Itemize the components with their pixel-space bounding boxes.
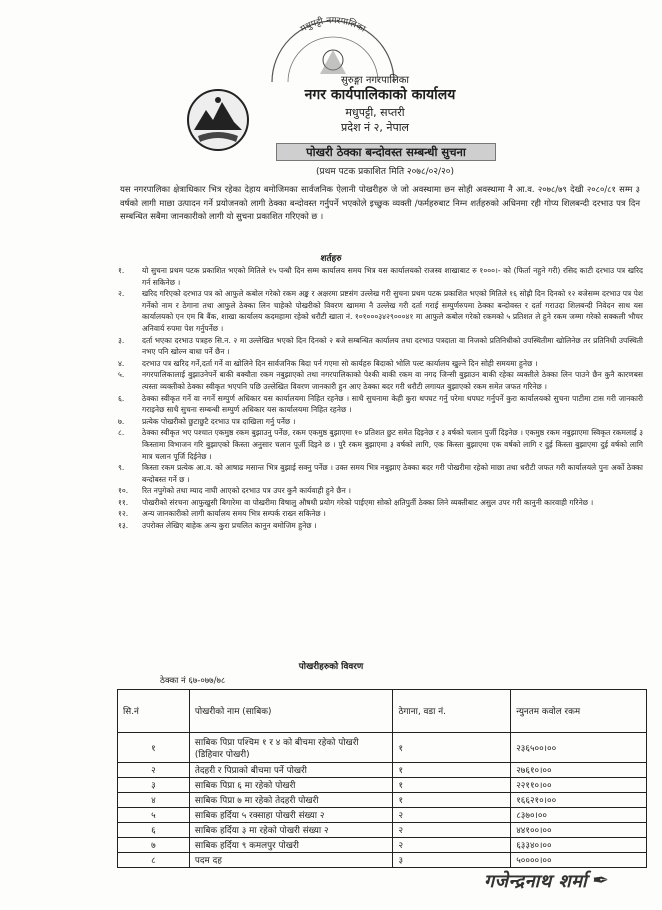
table-row xyxy=(118,793,647,808)
conditions-heading: शर्तहरु xyxy=(320,254,342,264)
condition-text: नगरपालिकालाई बुझाउनेपर्ने बाकी बक्यौता रकम नबुझाएको तथा नगरपालिकाको पेश्की बाकी रकम वा नगद जिन्सी बुझाउन बाकी रहेका व्यक्तीले ठेक्का लिन पाउने छैन कुनै कारणबस त्यस्ता व्यक्तीको ठेक्का स्वीकृत भएपनि पछि उल्लेखित विवरण जानकारी हुन आए ठेक्का बदर गरी धरौटी लगायत बुझाएको रकम समेत जफत गरिनेछ । xyxy=(142,370,643,391)
cell-name: तेदहरी र पिप्राको बीचमा पर्ने पोखरी xyxy=(189,763,393,778)
condition-number: ११. xyxy=(118,497,129,507)
condition-number: १३. xyxy=(118,521,129,531)
condition-text: रित नपुगेको तथा म्याद नाघी आएको दरभाउ पत्र उपर कुनै कार्यवाही हुने छैन । xyxy=(142,486,351,496)
condition-text: यो सुचना प्रथम पटक प्रकाशित भएको मितिले १५ पन्धौ दिन सम्म कार्यालय समय भित्र यस कार्यालयको राजस्व शाखाबाट रु १०००।- को (फिर्ता नहुने गरी) रसिद काटी दरभाउ पत्र खरिद गर्न सकिनेछ । xyxy=(142,266,643,287)
table-row xyxy=(118,763,647,778)
table-row xyxy=(118,733,647,763)
cell-amount: ४४१००।०० xyxy=(511,823,647,838)
cell-ward: १ xyxy=(393,778,511,793)
cell-name: साबिक हर्दिया ५ रक्साहा पोखरी संख्या २ xyxy=(189,808,393,823)
table-row xyxy=(118,838,647,853)
cell-name: साबिक पिप्रा ७ मा रहेको तेदहरी पोखरी xyxy=(189,793,393,808)
table-row xyxy=(118,823,647,838)
condition-item xyxy=(118,335,643,358)
condition-item xyxy=(118,358,643,370)
cell-sn: १ xyxy=(118,733,190,763)
col-amount: न्युनतम कवोल रकम xyxy=(511,690,647,733)
cell-sn: ६ xyxy=(118,823,190,838)
condition-number: ८. xyxy=(118,428,125,438)
notice-intro: यस नगरपालिका क्षेत्राधिकार भित्र रहेका देहाय बमोजिमका सार्वजनिक ऐलानी पोखरीहरु जे जो अवस्थामा छन सोही अवस्थामा नै आ.व. २०७८/७९ देखी २०८०/८१ सम्म ३ वर्षको लागी माछा उत्पादन गर्ने प्रयोजनको लागी ठेक्का बन्दोवस्त गर्नुपर्ने भएकोले इच्छुक व्यक्ती /फर्महरुबाट निम्न शर्तहरुको अधिनमा रही गोप्य शिलबन्दी दरभाउ पत्र दिन सम्बन्धित सबैमा जानकारीको लागी यो सुचना प्रकाशित गरिएको छ । xyxy=(120,184,640,222)
table-row xyxy=(118,808,647,823)
cell-ward: २ xyxy=(393,808,511,823)
signature-text: गजेन्द्रनाथ शर्मा xyxy=(484,871,588,892)
cell-ward: २ xyxy=(393,838,511,853)
condition-item xyxy=(118,288,643,334)
contract-ref: ठेक्का नं ६७-०७७/७८ xyxy=(160,676,226,686)
cell-name: साबिक हर्दिया ९ कमलपुर पोखरी xyxy=(189,838,393,853)
condition-text: ठेक्का स्वीकृत भए पश्चात एकमुष्ठ रकम बुझाउनु पर्नेछ, रकम एकमुष्ठ बुझाएमा १० प्रतिशत छुट समेत दिइनेछ र ३ वर्षको चलान पुर्जी दिइनेछ । एकमुष्ठ रकम नबुझाएमा स्विकृत रकमलाई ३ किस्तामा विभाजन गरि बुझाएको किस्ता अनुसार चलान पूर्जी दिइने छ । पुरै रकम बुझाएमा ३ वर्षको लागि, एक किस्ता बुझाएमा एक वर्षको लागि र दुई किस्ता बुझाएमा दुई वर्षको लागि मात्र चलान पूर्जि दिईनेछ । xyxy=(142,428,643,461)
condition-number: ५. xyxy=(118,370,125,380)
cell-sn: ३ xyxy=(118,778,190,793)
cell-amount: २३६५००।०० xyxy=(511,733,647,763)
condition-text: दरभाउ पत्र खरिद गर्ने,दर्ता गर्ने वा खोलिने दिन सार्वजनिक बिदा पर्न गएमा सो कार्यहरु बिदाको भोलि पल्ट कार्यालय खुल्ने दिन सोही समयमा हुनेछ । xyxy=(142,358,538,368)
cell-amount: ८३७०।०० xyxy=(511,808,647,823)
condition-number: १०. xyxy=(118,486,129,496)
table-row xyxy=(118,778,647,793)
condition-item xyxy=(118,265,643,288)
condition-number: २. xyxy=(118,289,125,299)
condition-item xyxy=(118,369,643,392)
condition-item xyxy=(118,462,643,485)
condition-text: पोखरीको संरचना आफुखुसी बिगारेमा वा पोखरीमा विषालु औषधी प्रयोग गरेको पाईएमा सोको क्षतिपुर्ती ठेक्का लिने व्यक्तीबाट असुल उपर गरी कानुनी कारवाही गरिनेछ । xyxy=(142,497,594,507)
municipality-name: सुरुङ्गा नगरपालिका xyxy=(340,75,410,86)
condition-number: ६. xyxy=(118,393,125,403)
condition-text: दर्ता भएका दरभाउ पत्रहरु सि.न. २ मा उल्लेखित भएको दिन दिनको २ बजे सम्बन्धित कार्यालय तथा दरभाउ पत्रदाता वा निजको प्रतिनिधीको उपस्थितीमा खोलिनेछ तर प्रतिनिधी उपस्थिती नभए पनि खोल्न बाधा पर्ने छैन । xyxy=(142,335,643,357)
cell-amount: २७६१०।०० xyxy=(511,763,647,778)
condition-text: अन्य जानकारीको लागी कार्यालय समय भित्र सम्पर्क राख्न सकिनेछ । xyxy=(142,509,326,519)
cell-ward: १ xyxy=(393,763,511,778)
condition-item xyxy=(118,485,643,497)
cell-name: साबिक पिप्रा पश्चिम १ र ४ को बीचमा रहेको पोखरी (डिहिवार पोखरी) xyxy=(189,733,393,763)
cell-name: साबिक पिप्रा ६ मा रहेको पोखरी xyxy=(189,778,393,793)
notice-subtitle: (प्रथम पटक प्रकाशित मिति २०७८/०२/२०) xyxy=(316,167,454,177)
condition-text: ठेक्का स्वीकृत गर्ने वा नगर्ने सम्पुर्ण अधिकार यस कार्यालयमा निहित रहनेछ । साथै सुचनामा केही कुरा थपघट गर्नु परेमा थपघट गर्नुपर्ने कुरा कार्यालयको सुचना पाटीमा टास गरी जानकारी गराइनेछ साथै सुचना सम्बन्धी सम्पुर्ण अधिकार यस कार्यालयमा निहित रहनेछ । xyxy=(142,393,643,415)
nepal-emblem-logo xyxy=(186,88,250,152)
ponds-heading: पोखरीहरुको विवरण xyxy=(298,662,364,672)
cell-ward: १ xyxy=(393,733,511,763)
cell-sn: २ xyxy=(118,763,190,778)
condition-number: ७. xyxy=(118,416,125,426)
condition-text: उपरोक्त लेखिए बाहेक अन्य कुरा प्रचलित कानुन बमोजिम हुनेछ । xyxy=(142,521,317,531)
condition-item xyxy=(118,416,643,428)
col-sn: सि.नं xyxy=(118,690,190,733)
cell-name: साबिक हर्दिया ३ मा रहेको पोखरी संख्या २ xyxy=(189,823,393,838)
table-header-row xyxy=(118,690,647,733)
cell-sn: ८ xyxy=(118,853,190,868)
condition-text: किस्ता रकम प्रत्येक आ.व. को आषाढ मसान्त भित्र बुझाई सक्नु पर्नेछ । उक्त समय भित्र नबुझाए ठेक्का बदर गरी पोखरीमा रहेको माछा तथा धरौटी जफत गरी कार्यालयले पुनः अर्को ठेक्का बन्दोबस्त गर्ने छ । xyxy=(142,463,643,484)
condition-item xyxy=(118,520,643,532)
cell-amount: २२११०।०० xyxy=(511,778,647,793)
cell-sn: ५ xyxy=(118,808,190,823)
col-name: पोखरीको नाम (साबिक) xyxy=(189,690,393,733)
condition-text: प्रत्येक पोखरीको छुटाछुटै दरभाउ पत्र दाखिला गर्नु पर्नेछ । xyxy=(142,416,296,426)
cell-ward: २ xyxy=(393,823,511,838)
cell-amount: १६६२१०।०० xyxy=(511,793,647,808)
condition-number: ९. xyxy=(118,463,125,473)
col-ward: ठेगाना, वडा नं. xyxy=(393,690,511,733)
condition-number: ४. xyxy=(118,358,125,368)
cell-name: पदम दह xyxy=(189,853,393,868)
table-row xyxy=(118,853,647,868)
condition-number: ३. xyxy=(118,335,125,345)
cell-ward: १ xyxy=(393,793,511,808)
cell-amount: ६३३४०।०० xyxy=(511,838,647,853)
condition-item xyxy=(118,508,643,520)
cell-sn: ७ xyxy=(118,838,190,853)
signature xyxy=(484,868,654,906)
condition-number: १२. xyxy=(118,509,129,519)
condition-item xyxy=(118,393,643,416)
cell-ward: ३ xyxy=(393,853,511,868)
cell-amount: ५००००।०० xyxy=(511,853,647,868)
svg-text:मधुपट्टी नगरपालिका: मधुपट्टी नगरपालिका xyxy=(298,15,367,35)
conditions-list xyxy=(118,265,643,532)
condition-item xyxy=(118,497,643,509)
signature-flourish-icon: ✒ xyxy=(592,868,610,892)
ponds-table xyxy=(117,689,647,868)
office-name: नगर कार्यपालिकाको कार्यालय xyxy=(304,87,456,103)
condition-text: खरिद गरिएको दरभाउ पत्र को आफुले कबोल गरेको रकम अङ्क र अक्षरमा प्रष्टसंग उल्लेख गरी सुचना प्रथम पटक प्रकाशित भएको मितिले १६ सोह्रौ दिन दिनको १२ बजेसम्म दरभाउ पत्र पेश गर्नेको नाम र ठेगाना तथा आफुले ठेक्का लिन चाहेको पोखरीको विवरण खाममा नै उल्लेख गरी दर्ता गराई सम्पुर्णरुपमा ठेक्का बन्दोवस्त र दर्ता गराउदा शिलबन्दी निवेदन साथ यस कार्यालयको एन एम बि बैंक, शाखा कार्यालय कदमहामा रहेको धरौटी खाता नं. १०१०००३४२९०००४१ मा आफुले कबोल गरेको रकमको ५ प्रतिशत ले हुने रकम जम्मा गरेको सक्कली भौचर अनिवार्य रुपमा पेश गर्नुपर्नेछ । xyxy=(142,289,643,333)
cell-sn: ४ xyxy=(118,793,190,808)
condition-number: १. xyxy=(118,266,125,275)
office-province: प्रदेश नं २, नेपाल xyxy=(340,121,410,134)
notice-title: पोखरी ठेक्का बन्दोवस्त सम्बन्धी सुचना xyxy=(276,143,496,161)
condition-item xyxy=(118,427,643,462)
office-address: मधुपट्टी, सप्तरी xyxy=(345,106,405,119)
